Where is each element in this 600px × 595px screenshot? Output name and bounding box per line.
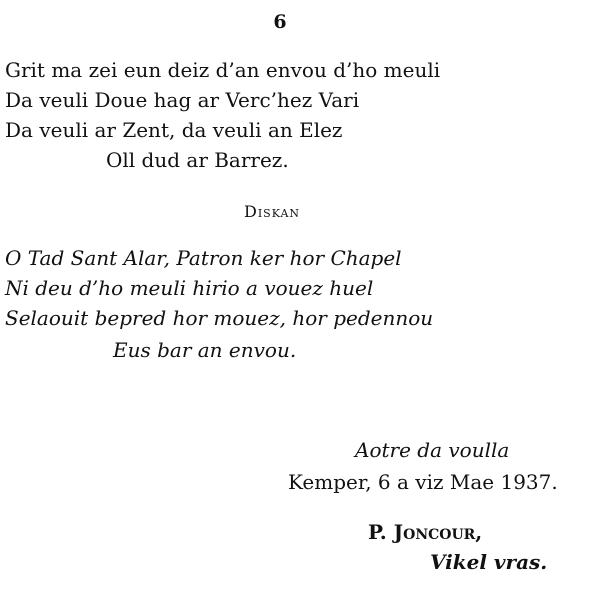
refrain-line: Selaouit bepred hor mouez, hor pedennou [5,306,434,330]
refrain-line: Eus bar an envou. [113,338,297,362]
page-number: 6 [273,11,287,33]
signer-title: Vikel vras. [430,550,548,574]
refrain-heading: Diskan [244,202,301,221]
stanza-line: Da veuli Doue hag ar Verc’hez Vari [5,88,360,112]
stanza-line: Grit ma zei eun deiz d’an envou d’ho meuli [5,58,441,82]
stanza-line: Da veuli ar Zent, da veuli an Elez [5,118,343,142]
refrain-line: Ni deu d’ho meuli hirio a vouez huel [5,276,374,300]
imprimatur-place-date: Kemper, 6 a viz Mae 1937. [288,470,558,494]
refrain-line: O Tad Sant Alar, Patron ker hor Chapel [5,246,402,270]
stanza-line: Oll dud ar Barrez. [106,148,289,172]
imprimatur-line: Aotre da voulla [355,438,510,462]
signer-name: P. Joncour, [368,520,483,544]
